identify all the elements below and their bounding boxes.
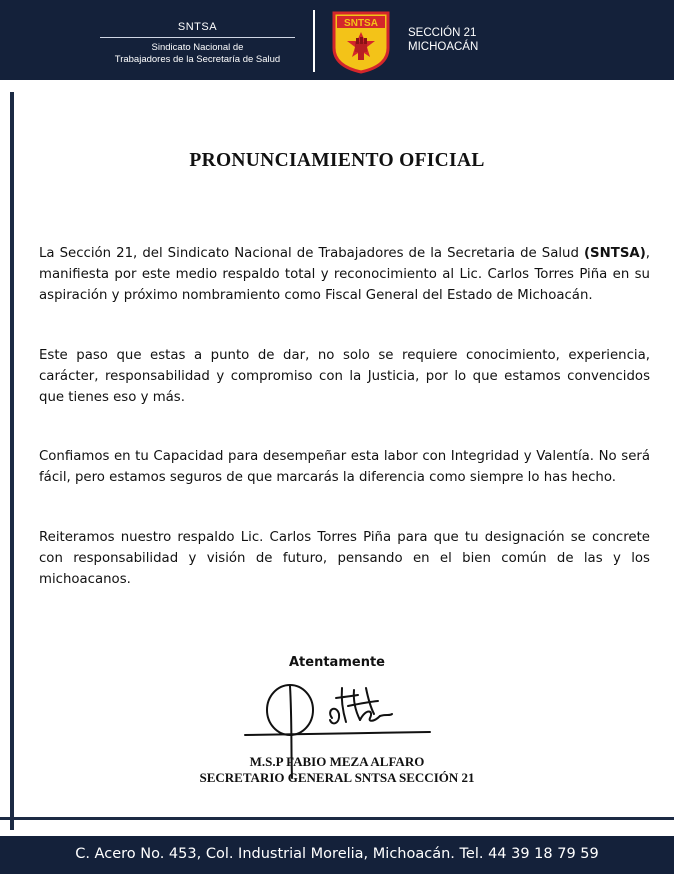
paragraph-1-bold: (SNTSA)	[583, 246, 646, 261]
signer-block	[0, 754, 674, 786]
section-number: SECCIÓN 21	[408, 27, 477, 39]
union-name-block	[90, 0, 305, 80]
section-state: MICHOACÁN	[408, 41, 479, 53]
letterhead-footer	[0, 836, 674, 874]
union-full-name-line2: Trabajadores de la Secretaría de Salud	[114, 54, 281, 65]
signer-name: M.S.P FABIO MEZA ALFARO	[249, 754, 425, 769]
union-acronym: SNTSA	[177, 21, 218, 33]
footer-address: C. Acero No. 453, Col. Industrial Morelia, Michoacán. Tel. 44 39 18 79 59	[75, 846, 599, 862]
paragraph-3: Confiamos en tu Capacidad para desempeñar esta labor con Integridad y Valentía. No será fácil, pero estamos seguros de que marcarás la diferencia como siempre lo has hecho.	[39, 449, 650, 485]
bottom-border-line	[0, 817, 674, 820]
paragraph-1	[39, 243, 650, 306]
logo-lettering: SNTSA	[344, 18, 378, 29]
header-divider	[313, 10, 315, 72]
left-border-line	[10, 92, 14, 830]
paragraph-1-start: La Sección 21, del Sindicato Nacional de Trabajadores de la Secretaria de Salud	[39, 246, 584, 261]
sntsa-logo	[331, 10, 391, 74]
paragraph-2: Este paso que estas a punto de dar, no solo se requiere conocimiento, experiencia, carácter, responsabilidad y compromiso con la Justicia, por lo que estamos convencidos que tienes eso y más.	[39, 348, 650, 405]
union-full-name-line1: Sindicato Nacional de	[151, 42, 244, 53]
signer-title: SECRETARIO GENERAL SNTSA SECCIÓN 21	[199, 770, 475, 785]
union-name-rule	[100, 37, 295, 38]
document-title: PRONUNCIAMIENTO OFICIAL	[189, 150, 485, 171]
section-block	[408, 26, 478, 54]
paragraph-4: Reiteramos nuestro respaldo Lic. Carlos Torres Piña para que tu designación se concrete con responsabilidad y visión de futuro, pensando en el bien común de las y los michoacanos.	[39, 530, 650, 587]
letterhead-header	[0, 0, 674, 80]
paragraph-1-end: , manifiesta por este medio respaldo total y reconocimiento al Lic. Carlos Torres Piña en su aspiración y próximo nombramiento como Fiscal General del Estado de Michoacán.	[39, 246, 650, 303]
closing-salutation: Atentamente	[289, 655, 385, 670]
